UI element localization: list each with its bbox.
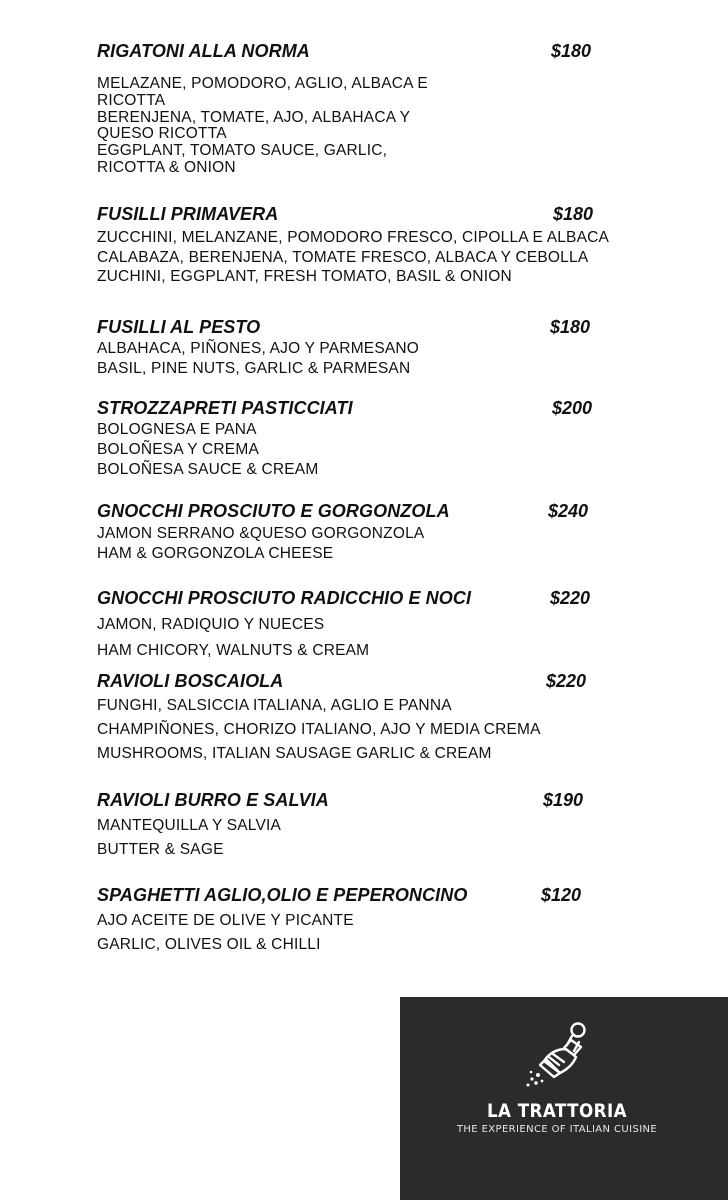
menu-item-price: $200 [552, 398, 593, 418]
menu-item-price: $180 [550, 317, 591, 337]
menu-item-description [97, 339, 419, 379]
description-line: AJO ACEITE DE OLIVE Y PICANTE [97, 912, 354, 929]
description-line: FUNGHI, SALSICCIA ITALIANA, AGLIO E PANNA [97, 697, 452, 714]
menu-item-description [97, 420, 318, 480]
restaurant-logo [400, 997, 728, 1200]
menu-item-description [97, 814, 281, 862]
menu-item-description [97, 909, 354, 957]
description-line: JAMON SERRANO &QUESO GORGONZOLA [97, 525, 425, 542]
menu-item-name: FUSILLI PRIMAVERA [97, 204, 279, 224]
description-line: RICOTTA [97, 91, 166, 109]
menu-item-description [97, 76, 428, 177]
description-line: BASIL, PINE NUTS, GARLIC & PARMESAN [97, 360, 411, 377]
menu-item-name: GNOCCHI PROSCIUTO E GORGONZOLA [97, 501, 450, 521]
menu-item-description [97, 524, 424, 564]
description-line: BOLOÑESA SAUCE & CREAM [97, 461, 319, 478]
description-line: ALBAHACA, PIÑONES, AJO Y PARMESANO [97, 340, 420, 357]
description-line: BOLOGNESA E PANA [97, 421, 257, 438]
description-line: RICOTTA & ONION [97, 158, 236, 176]
menu-item-name: SPAGHETTI AGLIO,OLIO E PEPERONCINO [97, 885, 468, 905]
description-line: BUTTER & SAGE [97, 841, 224, 858]
description-line: CHAMPIÑONES, CHORIZO ITALIANO, AJO Y MEDIA CREMA [97, 721, 541, 738]
menu-item-description [97, 694, 541, 766]
restaurant-tagline: THE EXPERIENCE OF ITALIAN CUISINE [456, 1124, 658, 1135]
menu-item-name: RAVIOLI BOSCAIOLA [97, 671, 284, 691]
description-line: GARLIC, OLIVES OIL & CHILLI [97, 936, 321, 953]
description-line: MUSHROOMS, ITALIAN SAUSAGE GARLIC & CREAM [97, 745, 492, 762]
menu-item-price: $220 [546, 671, 587, 691]
description-line: QUESO RICOTTA [97, 125, 227, 143]
description-line: HAM & GORGONZOLA CHEESE [97, 545, 334, 562]
menu-item-name: FUSILLI AL PESTO [97, 317, 261, 337]
description-line: BERENJENA, TOMATE, AJO, ALBAHACA Y [97, 108, 411, 126]
menu-item-price: $190 [543, 790, 584, 810]
description-line: MELAZANE, POMODORO, AGLIO, ALBACA E [97, 75, 428, 92]
restaurant-name: LA TRATTORIA [486, 1100, 628, 1122]
description-line: ZUCCHINI, MELANZANE, POMODORO FRESCO, CIPOLLA E ALBACA [97, 229, 610, 246]
description-line: ZUCHINI, EGGPLANT, FRESH TOMATO, BASIL & ONION [97, 268, 512, 286]
menu-item-price: $240 [548, 501, 589, 521]
description-line: HAM CHICORY, WALNUTS & CREAM [97, 642, 370, 659]
menu-item-name: GNOCCHI PROSCIUTO RADICCHIO E NOCI [97, 588, 472, 608]
pepper-grinder-icon [522, 1021, 594, 1089]
description-line: JAMON, RADIQUIO Y NUECES [97, 616, 325, 633]
menu-item-price: $180 [551, 41, 592, 61]
menu-item-name: RIGATONI ALLA NORMA [97, 41, 310, 61]
description-line: BOLOÑESA Y CREMA [97, 441, 259, 458]
description-line: EGGPLANT, TOMATO SAUCE, GARLIC, [97, 142, 388, 160]
menu-item-description [97, 612, 369, 664]
description-line: CALABAZA, BERENJENA, TOMATE FRESCO, ALBACA Y CEBOLLA [97, 248, 589, 266]
menu-item-price: $120 [541, 885, 582, 905]
menu-item-price: $220 [550, 588, 591, 608]
menu-item-name: STROZZAPRETI PASTICCIATI [97, 398, 353, 418]
menu-item-price: $180 [553, 204, 594, 224]
description-line: MANTEQUILLA Y SALVIA [97, 817, 282, 834]
menu-item-description [97, 228, 609, 287]
menu-item-name: RAVIOLI BURRO E SALVIA [97, 790, 329, 810]
